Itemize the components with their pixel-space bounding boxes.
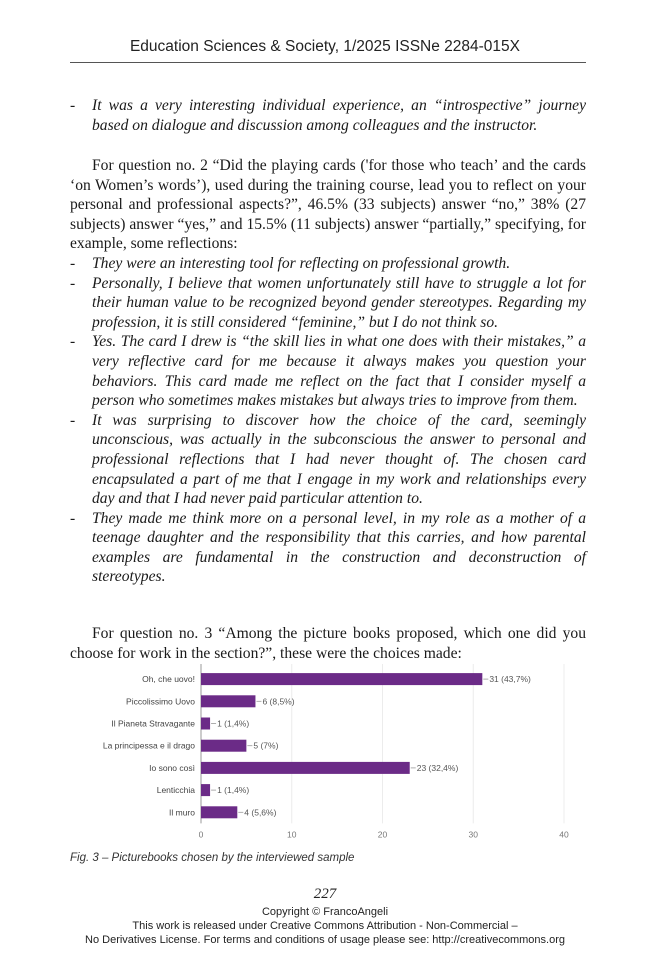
figure-caption: Fig. 3 – Picturebooks chosen by the interviewed sample bbox=[70, 852, 355, 864]
data-label: 31 (43,7%) bbox=[489, 674, 531, 685]
bullet-dash: - bbox=[70, 274, 76, 292]
bar bbox=[201, 784, 210, 796]
bar bbox=[201, 762, 410, 774]
bullet-dash: - bbox=[70, 97, 76, 114]
picturebook-chart bbox=[70, 660, 590, 860]
category-label: Oh, che uovo! bbox=[142, 674, 195, 685]
category-label: Piccolissimo Uovo bbox=[126, 696, 195, 707]
category-label: La principessa e il drago bbox=[102, 740, 195, 751]
question-2-paragraph: For question no. 2 “Did the playing cards ('for those who teach’ and the cards ‘on Women’s words’), used during the training course, lead you to reflect on your personal and professional aspects?”, 46.5% (33 subjects) answer “no,” 38% (27 subjects) answer “yes,” and 15.5% (11 subjects) answer “partially,” specifying, for example, some reflections: bbox=[70, 157, 586, 253]
data-label: 5 (7%) bbox=[253, 740, 279, 751]
bullet-dash: - bbox=[70, 509, 76, 527]
top-bullet-item bbox=[70, 96, 586, 135]
question-3-section bbox=[70, 624, 586, 663]
data-label: 6 (8,5%) bbox=[262, 696, 295, 707]
category-label: Io sono così bbox=[149, 762, 195, 773]
footer-license-line: No Derivatives License. For terms and conditions of usage please see: http://creativecommons.org bbox=[85, 934, 565, 946]
data-label: 1 (1,4%) bbox=[217, 718, 250, 729]
question-3-paragraph: For question no. 3 “Among the picture books proposed, which one did you choose for work in the section?”, these were the choices made: bbox=[70, 625, 586, 662]
x-tick-label: 20 bbox=[377, 829, 388, 840]
data-label: 23 (32,4%) bbox=[416, 762, 459, 773]
bar bbox=[201, 740, 246, 752]
license-footer bbox=[0, 905, 650, 947]
reflection-text: They were an interesting tool for reflecting on professional growth. bbox=[92, 254, 511, 272]
x-tick-label: 10 bbox=[287, 829, 297, 840]
reflection-item bbox=[70, 254, 586, 274]
bullet-dash: - bbox=[70, 411, 76, 429]
footer-copyright: Copyright © FrancoAngeli bbox=[261, 906, 389, 918]
running-header: Education Sciences & Society, 1/2025 ISSNe 2284-015X bbox=[129, 38, 521, 55]
reflection-item bbox=[70, 411, 586, 509]
category-label: Lenticchia bbox=[156, 785, 195, 796]
bar bbox=[201, 718, 210, 730]
x-tick-label: 40 bbox=[559, 829, 569, 840]
page-number: 227 bbox=[313, 886, 337, 902]
reflection-item bbox=[70, 274, 586, 333]
question-2-section bbox=[70, 156, 586, 587]
bar bbox=[201, 806, 237, 818]
bullet-dash: - bbox=[70, 333, 76, 351]
bar bbox=[201, 695, 255, 707]
bullet-dash: - bbox=[70, 254, 76, 272]
reflection-text: They made me think more on a personal level, in my role as a mother of a teenage daughter and the responsibility that this carries, and how parental examples are fundamental in the construction and deconstruction of stereotypes. bbox=[92, 509, 586, 586]
footer-license-line: This work is released under Creative Commons Attribution - Non-Commercial – bbox=[132, 920, 518, 932]
reflection-text: It was surprising to discover how the choice of the card, seemingly unconscious, was actually in the subconscious the answer to personal and professional reflections that I had never thought of. The chosen card encapsulated a part of me that I engage in my work and relationships every day and that I had never paid particular attention to. bbox=[92, 411, 586, 508]
data-label: 1 (1,4%) bbox=[217, 785, 250, 796]
reflection-item bbox=[70, 332, 586, 410]
reflection-text: Yes. The card I drew is “the skill lies in what one does with their mistakes,” a very reflective card for me because it always makes you question your behaviors. This card made me reflect on the fact that I consider myself a person who sometimes makes mistakes but always tries to improve from them. bbox=[92, 333, 586, 410]
bullet-text: It was a very interesting individual experience, an “introspective” journey based on dialogue and discussion among colleagues and the instructor. bbox=[92, 97, 586, 134]
reflection-item bbox=[70, 509, 586, 587]
top-bullet bbox=[70, 96, 586, 135]
bar-chart-svg bbox=[70, 660, 590, 860]
x-tick-label: 30 bbox=[468, 829, 478, 840]
header-rule bbox=[70, 62, 586, 63]
reflection-text: Personally, I believe that women unfortunately still have to struggle a lot for their human value to be recognized beyond gender stereotypes. Regarding my profession, it is still considered “feminine,” but I do not think so. bbox=[92, 274, 586, 331]
data-label: 4 (5,6%) bbox=[244, 807, 277, 818]
bar bbox=[201, 673, 482, 685]
category-label: Il muro bbox=[169, 807, 195, 818]
x-tick-label: 0 bbox=[198, 829, 204, 840]
category-label: Il Pianeta Stravagante bbox=[111, 718, 195, 729]
